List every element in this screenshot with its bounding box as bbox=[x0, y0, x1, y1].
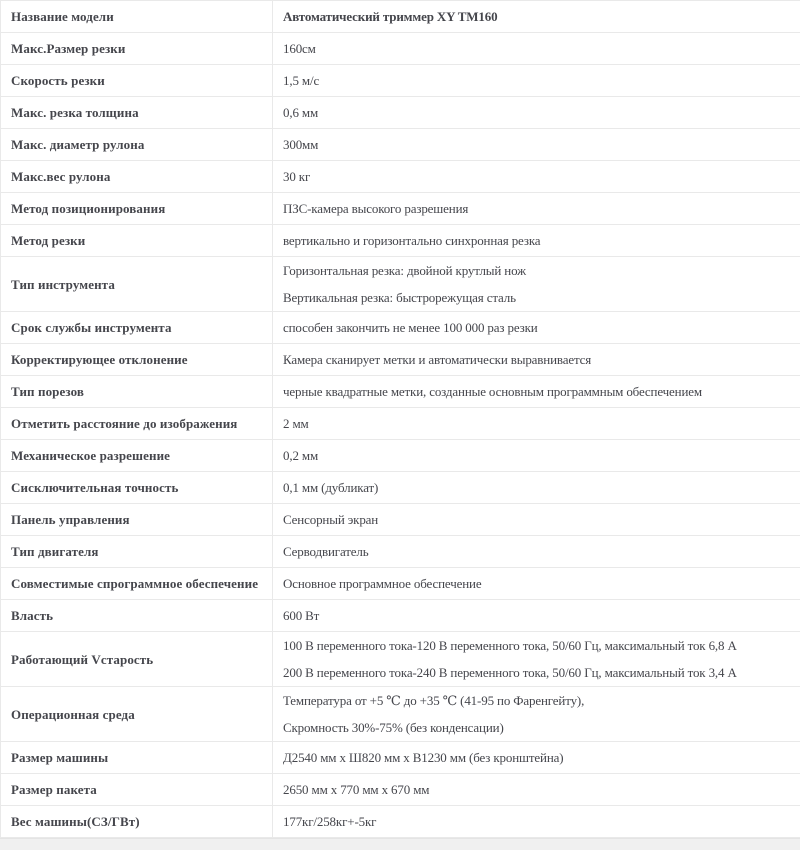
spec-label: Тип инструмента bbox=[11, 276, 115, 292]
table-row bbox=[1, 632, 800, 687]
spec-label: Срок службы инструмента bbox=[11, 320, 172, 335]
table-row bbox=[1, 806, 800, 838]
spec-value-cell bbox=[273, 65, 800, 97]
table-row bbox=[1, 129, 800, 161]
spec-value-cell bbox=[273, 504, 800, 536]
spec-label: Сисключительная точность bbox=[11, 480, 179, 495]
spec-value-cell bbox=[273, 774, 800, 806]
spec-value-cell bbox=[273, 440, 800, 472]
spec-label: Макс.Размер резки bbox=[11, 41, 126, 56]
spec-label-cell bbox=[1, 193, 273, 225]
spec-label-cell bbox=[1, 225, 273, 257]
table-row bbox=[1, 65, 800, 97]
spec-label-cell bbox=[1, 568, 273, 600]
spec-value-line: Температура от +5 ℃ до +35 ℃ (41-95 по Фаренгейту), bbox=[283, 693, 585, 708]
table-row bbox=[1, 161, 800, 193]
table-row bbox=[1, 774, 800, 806]
spec-label: Макс.вес рулона bbox=[11, 169, 111, 184]
spec-value-line: 100 В переменного тока-120 В переменного тока, 50/60 Гц, максимальный ток 6,8 А bbox=[283, 638, 737, 653]
table-row bbox=[1, 536, 800, 568]
spec-value-cell bbox=[273, 129, 800, 161]
spec-value-line: 0,6 мм bbox=[283, 105, 319, 120]
spec-label: Тип порезов bbox=[11, 384, 85, 399]
spec-value-line: Камера сканирует метки и автоматически выравнивается bbox=[283, 352, 592, 367]
spec-value-cell bbox=[273, 408, 800, 440]
spec-value-cell bbox=[273, 225, 800, 257]
spec-label-cell bbox=[1, 504, 273, 536]
spec-label: Метод резки bbox=[11, 233, 86, 248]
spec-value-line: 2 мм bbox=[283, 416, 309, 431]
spec-value-cell bbox=[273, 687, 800, 742]
table-row bbox=[1, 742, 800, 774]
table-row bbox=[1, 600, 800, 632]
spec-label-cell bbox=[1, 440, 273, 472]
spec-label: Панель управления bbox=[11, 512, 130, 527]
spec-label-cell bbox=[1, 312, 273, 344]
table-row bbox=[1, 472, 800, 504]
spec-label: Макс. диаметр рулона bbox=[11, 137, 145, 152]
spec-value-line: 600 Вт bbox=[283, 608, 320, 623]
table-row bbox=[1, 440, 800, 472]
spec-value-line: Серводвигатель bbox=[283, 544, 369, 559]
spec-value-line: Автоматический триммер XY TM160 bbox=[283, 9, 498, 24]
spec-label-cell bbox=[1, 472, 273, 504]
table-row bbox=[1, 193, 800, 225]
spec-value-cell bbox=[273, 161, 800, 193]
spec-value-cell bbox=[273, 600, 800, 632]
spec-label: Совместимые спрограммное обеспечение bbox=[11, 576, 259, 591]
spec-value-line: Д2540 мм х Ш820 мм х В1230 мм (без кронштейна) bbox=[283, 750, 564, 765]
page-background-strip bbox=[0, 838, 800, 850]
spec-label: Операционная среда bbox=[11, 706, 135, 722]
spec-value-line: ПЗС-камера высокого разрешения bbox=[283, 201, 469, 216]
spec-value-line: Горизонтальная резка: двойной крутлый нож bbox=[283, 263, 526, 278]
spec-label-cell bbox=[1, 161, 273, 193]
spec-value-cell bbox=[273, 33, 800, 65]
table-row bbox=[1, 504, 800, 536]
spec-label-cell bbox=[1, 65, 273, 97]
table-row bbox=[1, 344, 800, 376]
table-row bbox=[1, 225, 800, 257]
table-row bbox=[1, 312, 800, 344]
spec-label-cell bbox=[1, 536, 273, 568]
table-row bbox=[1, 687, 800, 742]
spec-value-cell bbox=[273, 193, 800, 225]
spec-label: Метод позиционирования bbox=[11, 201, 166, 216]
spec-label-cell bbox=[1, 257, 273, 312]
table-row bbox=[1, 568, 800, 600]
spec-value-line: Вертикальная резка: быстрорежущая сталь bbox=[283, 290, 516, 305]
spec-value-cell bbox=[273, 806, 800, 838]
spec-label-cell bbox=[1, 600, 273, 632]
spec-label: Корректирующее отклонение bbox=[11, 352, 188, 367]
table-row bbox=[1, 1, 800, 33]
spec-label: Макс. резка толщина bbox=[11, 105, 139, 120]
spec-label-cell bbox=[1, 408, 273, 440]
table-row bbox=[1, 257, 800, 312]
spec-label-cell bbox=[1, 687, 273, 742]
spec-value-cell bbox=[273, 632, 800, 687]
table-row bbox=[1, 376, 800, 408]
spec-value-cell bbox=[273, 97, 800, 129]
spec-value-cell bbox=[273, 568, 800, 600]
spec-label: Работающий Vстарость bbox=[11, 651, 154, 667]
spec-label: Механическое разрешение bbox=[11, 448, 171, 463]
spec-label-cell bbox=[1, 33, 273, 65]
spec-value-cell bbox=[273, 257, 800, 312]
spec-value-line: 2650 мм х 770 мм х 670 мм bbox=[283, 782, 430, 797]
spec-label: Отметить расстояние до изображения bbox=[11, 416, 238, 431]
spec-label: Власть bbox=[11, 608, 54, 623]
spec-label: Название модели bbox=[11, 9, 114, 24]
spec-value-line: черные квадратные метки, созданные основным программным обеспечением bbox=[283, 384, 702, 399]
table-row bbox=[1, 97, 800, 129]
spec-label: Скорость резки bbox=[11, 73, 105, 88]
spec-value-cell bbox=[273, 376, 800, 408]
table-row bbox=[1, 33, 800, 65]
spec-value-line: 0,1 мм (дубликат) bbox=[283, 480, 379, 495]
spec-value-line: 0,2 мм bbox=[283, 448, 319, 463]
spec-label-cell bbox=[1, 1, 273, 33]
spec-label-cell bbox=[1, 742, 273, 774]
spec-value-line: Основное программное обеспечение bbox=[283, 576, 482, 591]
spec-value-cell bbox=[273, 742, 800, 774]
spec-label: Вес машины(СЗ/ГВт) bbox=[11, 814, 140, 829]
spec-value-line: 177кг/258кг+-5кг bbox=[283, 814, 377, 829]
spec-value-line: Скромность 30%-75% (без конденсации) bbox=[283, 720, 504, 735]
spec-value-cell bbox=[273, 312, 800, 344]
table-row bbox=[1, 408, 800, 440]
spec-value-line: 30 кг bbox=[283, 169, 311, 184]
spec-label-cell bbox=[1, 344, 273, 376]
spec-label: Размер пакета bbox=[11, 782, 97, 797]
spec-value-cell bbox=[273, 472, 800, 504]
spec-label: Размер машины bbox=[11, 750, 109, 765]
spec-label-cell bbox=[1, 97, 273, 129]
spec-value-line: способен закончить не менее 100 000 раз резки bbox=[283, 320, 538, 335]
spec-label-cell bbox=[1, 376, 273, 408]
spec-value-line: 160см bbox=[283, 41, 316, 56]
spec-value-cell bbox=[273, 1, 800, 33]
spec-label-cell bbox=[1, 806, 273, 838]
spec-label: Тип двигателя bbox=[11, 544, 99, 559]
spec-table-body bbox=[1, 1, 800, 838]
spec-value-line: вертикально и горизонтально синхронная резка bbox=[283, 233, 541, 248]
spec-label-cell bbox=[1, 129, 273, 161]
spec-label-cell bbox=[1, 632, 273, 687]
spec-value-cell bbox=[273, 344, 800, 376]
spec-label-cell bbox=[1, 774, 273, 806]
spec-value-line: 300мм bbox=[283, 137, 319, 152]
spec-value-line: 1,5 м/с bbox=[283, 73, 320, 88]
spec-value-cell bbox=[273, 536, 800, 568]
spec-value-line: 200 В переменного тока-240 В переменного тока, 50/60 Гц, максимальный ток 3,4 А bbox=[283, 665, 737, 680]
spec-value-line: Сенсорный экран bbox=[283, 512, 379, 527]
